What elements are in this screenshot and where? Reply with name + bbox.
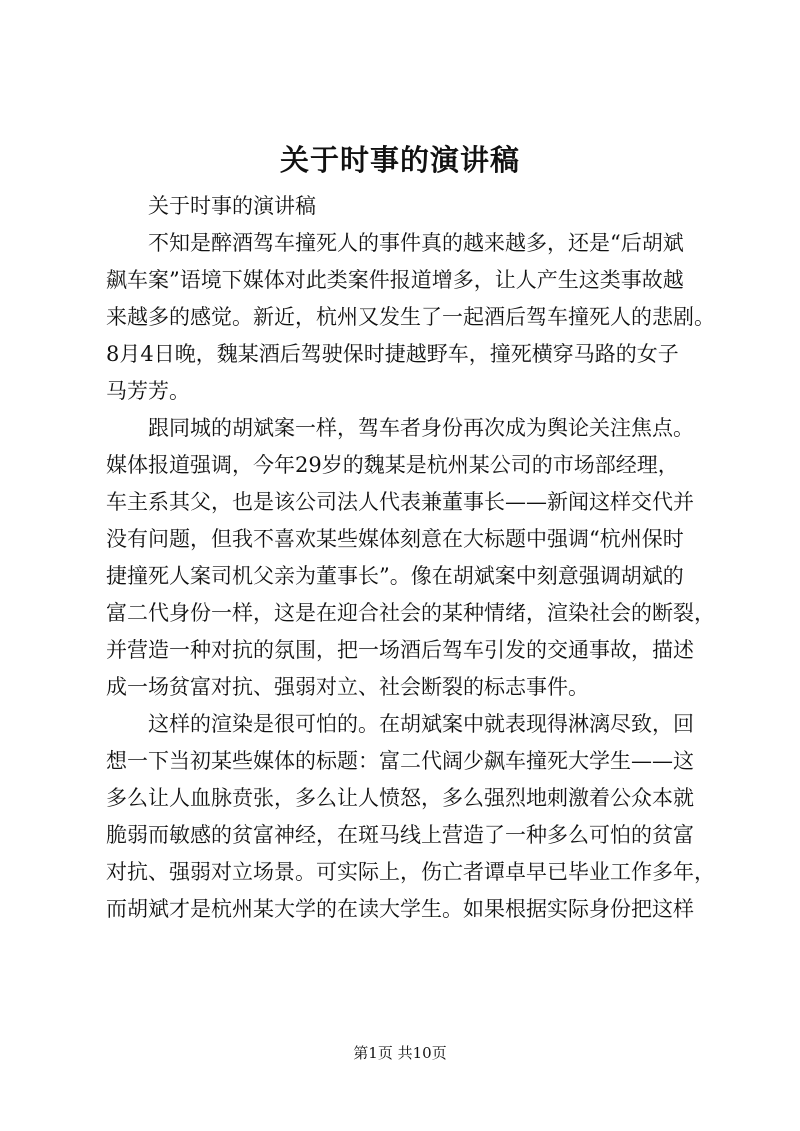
body-line: 马芳芳。 [106, 379, 190, 403]
body-line: 多么让人血脉贲张，多么让人愤怒，多么强烈地刺激着公众本就 [106, 786, 694, 810]
body-line: 想一下当初某些媒体的标题：富二代阔少飙车撞死大学生——这 [106, 749, 694, 773]
body-line: 关于时事的演讲稿 [148, 194, 316, 218]
body-line: 不知是醉酒驾车撞死人的事件真的越来越多，还是“后胡斌 [148, 231, 684, 255]
document-title: 关于时事的演讲稿 [279, 143, 520, 177]
body-line: 车主系其父，也是该公司法人代表兼董事长——新闻这样交代并 [106, 490, 694, 514]
body-line: 没有问题，但我不喜欢某些媒体刻意在大标题中强调“杭州保时 [106, 527, 684, 551]
page-footer [0, 1043, 800, 1063]
document-body [106, 188, 715, 928]
body-line: 跟同城的胡斌案一样，驾车者身份再次成为舆论关注焦点。 [148, 416, 694, 440]
body-line: 富二代身份一样，这是在迎合社会的某种情绪，渲染社会的断裂， [106, 601, 715, 625]
body-line: 对抗、强弱对立场景。可实际上，伤亡者谭卓早已毕业工作多年， [106, 860, 715, 884]
body-line: 来越多的感觉。新近，杭州又发生了一起酒后驾车撞死人的悲剧。 [106, 305, 715, 329]
body-line: 8月4日晚，魏某酒后驾驶保时捷越野车，撞死横穿马路的女子 [106, 342, 679, 366]
body-line: 这样的渲染是很可怕的。在胡斌案中就表现得淋漓尽致，回 [148, 712, 694, 736]
body-line: 成一场贫富对抗、强弱对立、社会断裂的标志事件。 [106, 675, 589, 699]
body-line: 捷撞死人案司机父亲为董事长”。像在胡斌案中刻意强调胡斌的 [106, 564, 684, 588]
body-line: 媒体报道强调，今年29岁的魏某是杭州某公司的市场部经理， [106, 453, 679, 477]
body-line: 飙车案”语境下媒体对此类案件报道增多，让人产生这类事故越 [106, 268, 684, 292]
body-line: 脆弱而敏感的贫富神经，在斑马线上营造了一种多么可怕的贫富 [106, 823, 694, 847]
page-number: 第1页 共10页 [353, 1044, 447, 1062]
body-line: 并营造一种对抗的氛围，把一场酒后驾车引发的交通事故，描述 [106, 638, 694, 662]
body-line: 而胡斌才是杭州某大学的在读大学生。如果根据实际身份把这样 [106, 897, 694, 921]
